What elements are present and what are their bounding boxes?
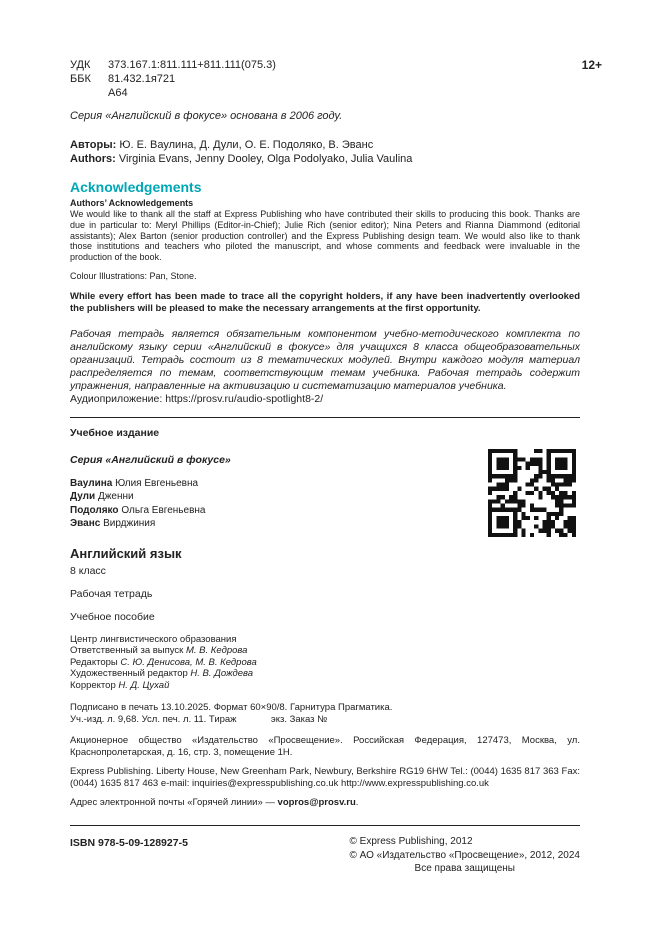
authors-ru-line: [70, 138, 580, 152]
qr-code: [488, 449, 576, 537]
author-surname: Ваулина: [70, 477, 113, 489]
author-name: Дженни: [97, 491, 134, 503]
staff-block: [70, 634, 580, 692]
udk-label: УДК: [70, 59, 91, 71]
staff-name: С. Ю. Денисова, М. В. Кедрова: [120, 656, 257, 668]
staff-role: Ответственный за выпуск: [70, 645, 184, 657]
author-name: Вирджиния: [103, 518, 156, 530]
series-founded-note: Серия «Английский в фокусе» основана в 2006 году.: [70, 110, 343, 122]
staff-row: [70, 668, 580, 680]
staff-row: [70, 645, 580, 657]
staff-name: Н. Д. Цухай: [118, 679, 170, 691]
print-info-block: [70, 702, 580, 726]
udk-row: [70, 58, 580, 72]
author-code: А64: [108, 87, 128, 99]
bbk-value: 81.432.1я721: [108, 73, 176, 85]
bbk-label: ББК: [70, 73, 91, 85]
staff-name: Н. В. Дождева: [190, 668, 254, 680]
staff-name: М. В. Кедрова: [185, 645, 248, 657]
staff-role: Корректор: [70, 679, 116, 691]
staff-row: [70, 657, 580, 669]
section-divider: [70, 417, 580, 418]
audio-supplement-line: [70, 393, 580, 406]
footer: [70, 835, 580, 876]
staff-role: Художественный редактор: [70, 668, 188, 680]
book-grade: 8 класс: [70, 564, 106, 577]
edition-section: [70, 427, 580, 623]
authors-block: [70, 138, 580, 166]
book-subtitle: Рабочая тетрадь: [70, 587, 153, 600]
publisher-en: Express Publishing. Liberty House, New Greenham Park, Newbury, Berkshire RG19 6HW Tel.: (0044) 1635 817 363 Fax: (0044) 1635 817 463 e-mail: inquiries@expresspublishing.co.uk http://www.expresspublishing.co.uk: [70, 766, 580, 790]
hotline-prefix: Адрес электронной почты «Горячей линии» —: [70, 797, 275, 809]
print-info-line2: Уч.-изд. л. 9,68. Усл. печ. л. 11. Тираж экз. Заказ №: [70, 714, 328, 726]
footer-divider: [70, 825, 580, 826]
edition-series: Серия «Английский в фокусе»: [70, 453, 231, 466]
copyright-block: [350, 835, 580, 876]
annotation-paragraph: Рабочая тетрадь является обязательным компонентом учебно-методического комплекта по английскому языку серии «Английский в фокусе» для учащихся 8 класса общеобразовательных организаций. Тетрадь состоит из 8 тематических модулей. Внутри каждого модуля материал распределяется по темам, соответствующим темам учебника. Рабочая тетрадь содержит упражнения, направленные на активизацию и систематизацию материалов учебника.: [70, 327, 580, 392]
hotline-email-line: [70, 797, 580, 809]
author-surname: Подоляко: [70, 504, 119, 516]
bbk-row: [70, 72, 580, 86]
book-kind: Учебное пособие: [70, 610, 155, 623]
isbn: ISBN 978-5-09-128927-5: [70, 837, 188, 850]
authors-en-names: Virginia Evans, Jenny Dooley, Olga Podolyako, Julia Vaulina: [118, 153, 413, 165]
copyright-prosveshchenie: © АО «Издательство «Просвещение», 2012, 2024: [349, 849, 580, 861]
acknowledgements-body: We would like to thank all the staff at Express Publishing who have contributed their skills to producing this book. Thanks are due in particular to: Meryl Phillips (Editor-in-Chief); Julie Rich (senior editor); Nina Peters and Rianna Diammond (editorial assistants); Alex Barton (senior production controller) and the Express Publishing design team. We would also like to thank those institutions and teachers who piloted the manuscript, and whose comments and feedback were invaluable in the production of the book.: [70, 209, 580, 263]
author-name: Ольга Евгеньевна: [121, 504, 206, 516]
classification-block: [70, 58, 580, 100]
edition-type: Учебное издание: [70, 426, 160, 439]
audio-url: https://prosv.ru/audio-spotlight8-2/: [165, 392, 324, 405]
acknowledgements-section: [70, 179, 580, 315]
all-rights-reserved: Все права защищены: [414, 863, 515, 875]
authors-ru-names: Ю. Е. Ваулина, Д. Дули, О. Е. Подоляко, В. Эванс: [119, 139, 374, 151]
book-title: Английский язык: [70, 545, 182, 561]
author-name: Юлия Евгеньевна: [115, 477, 199, 489]
staff-role: Редакторы: [70, 656, 118, 668]
age-rating-badge: 12+: [581, 58, 602, 72]
authors-acknowledgements-subtitle: Authors’ Acknowledgements: [70, 198, 194, 208]
authors-ru-label: Авторы:: [70, 139, 117, 151]
staff-row: [70, 680, 580, 692]
print-info-line1: Подписано в печать 13.10.2025. Формат 60×90/8. Гарнитура Прагматика.: [70, 702, 393, 714]
authors-en-line: [70, 152, 580, 166]
author-surname: Эванс: [70, 518, 101, 530]
copyright-express: © Express Publishing, 2012: [349, 836, 473, 848]
copyright-holders-note: While every effort has been made to trace all the copyright holders, if any have been inadvertently overlooked the publishers will be pleased to make the necessary arrangements at the first opportunity.: [70, 290, 580, 314]
audio-label: Аудиоприложение:: [70, 392, 163, 405]
publisher-ru: Акционерное общество «Издательство «Просвещение». Российская Федерация, 127473, Москва, ул. Краснопролетарская, д. 16, стр. 3, помещение 1Н.: [70, 735, 580, 759]
author-surname: Дули: [70, 491, 96, 503]
hotline-email: vopros@prosv.ru: [277, 797, 356, 809]
udk-value: 373.167.1:811.111+811.111(075.3): [108, 59, 276, 71]
hotline-suffix: .: [355, 797, 359, 809]
staff-center: Центр лингвистического образования: [70, 633, 237, 645]
author-code-row: [70, 86, 580, 100]
colour-illustrations-credit: Colour Illustrations: Pan, Stone.: [70, 270, 197, 281]
acknowledgements-title: Acknowledgements: [70, 179, 202, 195]
authors-en-label: Authors:: [70, 153, 116, 165]
